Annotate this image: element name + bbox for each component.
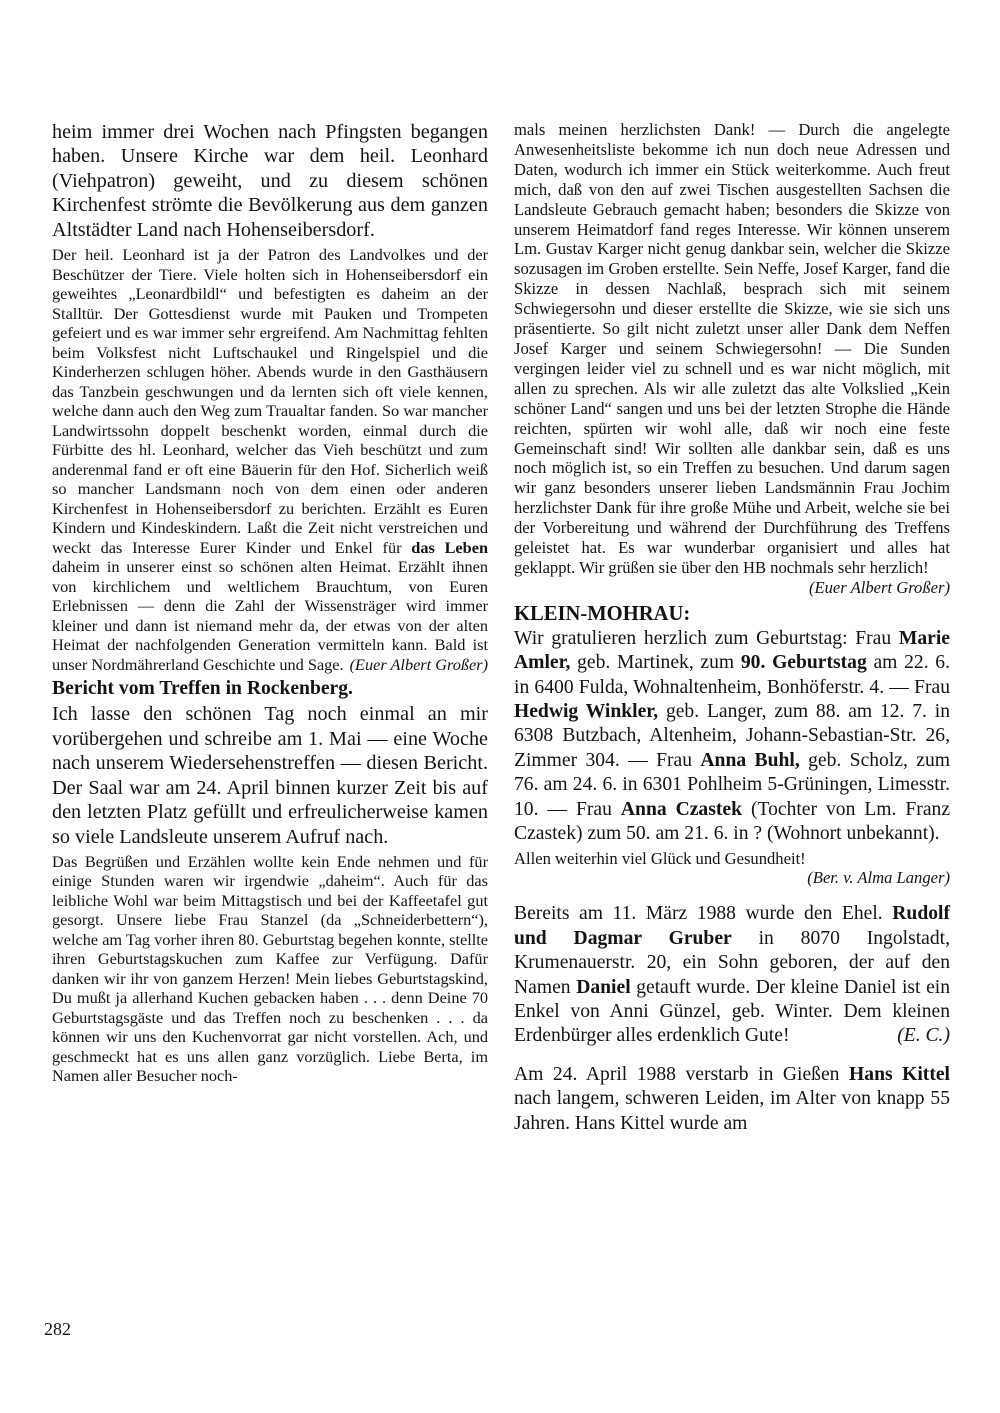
left-column [52, 120, 488, 1086]
birthday-paragraph [514, 627, 950, 847]
death-paragraph [514, 1063, 950, 1136]
birthday-age: 90. Geburtstag [740, 652, 867, 674]
wishes-signature: (Ber. v. Alma Langer) [807, 868, 950, 888]
klein-mohrau-heading: KLEIN-MOHRAU: [514, 602, 691, 625]
birthday-text: Wir gratulieren herzlich zum Geburtstag: Frau [514, 627, 892, 649]
right-column [514, 120, 950, 1136]
birthday-text: geb. Martinek, zum [577, 652, 735, 674]
birthday-text: am 22. 6. in 6400 Fulda, Wohnaltenheim, Bonhöferstr. 4. — Frau [514, 652, 950, 698]
leonhard-paragraph [52, 245, 488, 674]
separator [514, 888, 950, 902]
birthday-text: geb. Scholz, zum 76. am 24. 6. in 6301 Pohlheim 5-Grüningen, Limesstr. 10. — Frau [514, 749, 950, 820]
rockenberg-lead: Ich lasse den schönen Tag noch einmal an mir vorübergehen und schreibe am 1. Mai — eine Woche nach unserem Wiedersehenstreffen — diesen Bericht. Der Saal war am 24. April binnen kurzer Zeit bis auf den letzten Platz gefüllt und erfreulicherweise kamen so viele Landsleute unserem Aufruf nach. [52, 703, 488, 848]
rockenberg-signature: (Euer Albert Großer) [808, 577, 950, 597]
birth-paragraph [514, 902, 950, 1048]
death-text: nach langem, schweren Leiden, im Alter von knapp 55 Jahren. Hans Kittel wurde am [514, 1088, 950, 1134]
birth-name: Rudolf und Dagmar Gruber [514, 903, 950, 949]
death-name: Hans Kittel [849, 1063, 950, 1085]
wishes-line: Allen weiterhin viel Glück und Gesundheit! [514, 848, 806, 868]
death-text: Am 24. April 1988 verstarb in Gießen [514, 1063, 840, 1085]
birthday-text: (Tochter von Lm. Franz Czastek) zum 50. am 21. 6. in ? (Wohnort unbekannt). [514, 798, 951, 845]
birth-text: Bereits am 11. März 1988 wurde den Ehel. [514, 903, 883, 925]
separator [514, 1049, 950, 1063]
birth-text: in 8070 Ingolstadt, Krumenauerstr. 20, ein Sohn geboren, der auf den Namen [514, 927, 950, 998]
birthday-name: Anna Czastek [620, 798, 742, 820]
birthday-name: Anna Buhl, [700, 749, 800, 771]
birthday-name: Marie Amler, [514, 627, 950, 674]
leonhard-text-b: daheim in unserer einst so schönen alten Heimat. Erzählt ihnen von kirchlichem und weltlichem Brauchtum, von Euren Erlebnissen — denn die Zahl der Wissensträger wird immer kleiner und dann ist niemand mehr da, der etwas von der alten Heimat der nachfolgenden Generation vermitteln kann. Bald ist unser Nordmährerland Geschichte und Sage. [52, 557, 488, 674]
rockenberg-paragraph: Das Begrüßen und Erzählen wollte kein Ende nehmen und für einige Stunden waren wir irgendwie „daheim“. Auch für das leibliche Wohl war beim Mittagstisch und bei der Kaffeetafel gut gesorgt. Unsere liebe Frau Stanzel (da „Schneiderbettern“), welche am Tag vorher ihren 80. Geburtstag begehen konnte, stellte ihren Geburtstagskuchen zum Kaffee zur Verfügung. Dafür danken wir ihr von ganzem Herzen! Mein liebes Geburtstagskind, Du mußt ja allerhand Kuchen gebacken haben . . . denn Deine 70 Geburtstagsgäste und das Treffen noch zu beschenken . . . da können wir uns den Kuchenvorrat gar nicht vorstellen. Ach, und geschmeckt hat es uns allen ganz vorzüglich. Liebe Berta, im Namen aller Besucher noch- [52, 851, 488, 1086]
rockenberg-continued: mals meinen herzlichsten Dank! — Durch die angelegte Anwesenheitsliste bekomme ich nun doch neue Adressen und Daten, wodurch ich immer ein Stück weiterkomme. Auch freut mich, daß von den auf zwei Tischen ausgestellten Sachsen die Landsleute Gebrauch gemacht haben; besonders die Skizze von unserem Heimatdorf fand reges Interesse. Wir können unserem Lm. Gustav Karger nicht genug dankbar sein, welcher die Skizze sozusagen im Groben erstellte. Sein Neffe, Josef Karger, fand die Skizze in dessen Nachlaß, besprach sich mit seinem Schwiegersohn und dieser erstellte die Skizze, wie sie sich uns präsentierte. So gilt nicht zuletzt unser aller Dank dem Neffen Josef Karger und seinem Schwiegersohn! — Die Sunden vergingen leider viel zu schnell und es war nicht möglich, mit allen zu sprechen. Als wir alle zuletzt das alte Volkslied „Kein schöner Land“ sangen und uns bei der letzten Strophe die Hände reichten, spürten wir wohl alle, daß wir noch eine feste Gemeinschaft sind! Wir sollten alle dankbar sein, daß es uns noch möglich ist, so ein Treffen zu besuchen. Und darum sagen wir ganz besonders unserer lieben Landsmännin Frau Jochim herzlichster Dank für ihre große Mühe und Arbeit, welche sie bei der Vorbereitung und während der Durchführung des Treffens geleistet hat. Es war wunderbar organisiert und alles hat geklappt. Wir grüßen sie über den HB nochmals sehr herzlich! [514, 120, 950, 577]
rockenberg-heading: Bericht vom Treffen in Rockenberg. [52, 678, 353, 700]
leonhard-signature: (Euer Albert Großer) [349, 654, 488, 674]
birthday-name: Hedwig Winkler, [514, 701, 659, 723]
birth-text: getauft wurde. Der kleine Daniel ist ein Enkel von Anni Günzel, geb. Winter. Dem kleinen Erdenbürger alles erdenklich Gute! [514, 976, 951, 1047]
birth-signature: (E. C.) [897, 1025, 950, 1047]
intro-paragraph: heim immer drei Wochen nach Pfingsten begangen haben. Unsere Kirche war dem heil. Leonhard (Viehpatron) geweiht, und zu diesem schönen Kirchenfest strömte die Bevölkerung aus dem ganzen Altstädter Land nach Hohenseibersdorf. [52, 121, 488, 241]
birth-name: Daniel [576, 976, 631, 998]
leonhard-text-a: Der heil. Leonhard ist ja der Patron des Landvolkes und der Beschützer der Tiere. Viele holten sich in Hohenseibersdorf ein geweihtes „Leonardbildl“ und befestigten es daheim an der Stalltür. Der Gottesdienst wurde mit Pauken und Trompeten gefeiert und es war immer sehr ergreifend. Am Nachmittag fehlten beim Volksfest nicht Luftschaukel und Ringelspiel und die Kinderherzen schlugen höher. Abends wurde in den Gasthäusern das Tanzbein geschwungen und da lernten sich oft viele kennen, welche dann auch den Weg zum Traualtar fanden. So war mancher Landwirtssohn doppelt beschenkt worden, einmal durch die Fürbitte des hl. Leonhard, welcher das Vieh beschützt und zum anderenmal fand er oft eine Bäuerin für den Hof. Sicherlich weiß so mancher Landsmann noch von dem einen oder anderen Kirchenfest in Hohenseibersdorf zu berichten. Erzählt es Euren Kindern und Kindeskindern. Laßt die Zeit nicht verstreichen und weckt das Interesse Eurer Kinder und Enkel für [52, 245, 488, 557]
leonhard-bold: das Leben [411, 537, 488, 557]
page-number: 282 [44, 1319, 71, 1339]
birthday-text: geb. Langer, zum 88. am 12. 7. in 6308 Butzbach, Altenheim, Johann-Sebastian-Str. 26, Zimmer 304. — Frau [514, 701, 951, 771]
